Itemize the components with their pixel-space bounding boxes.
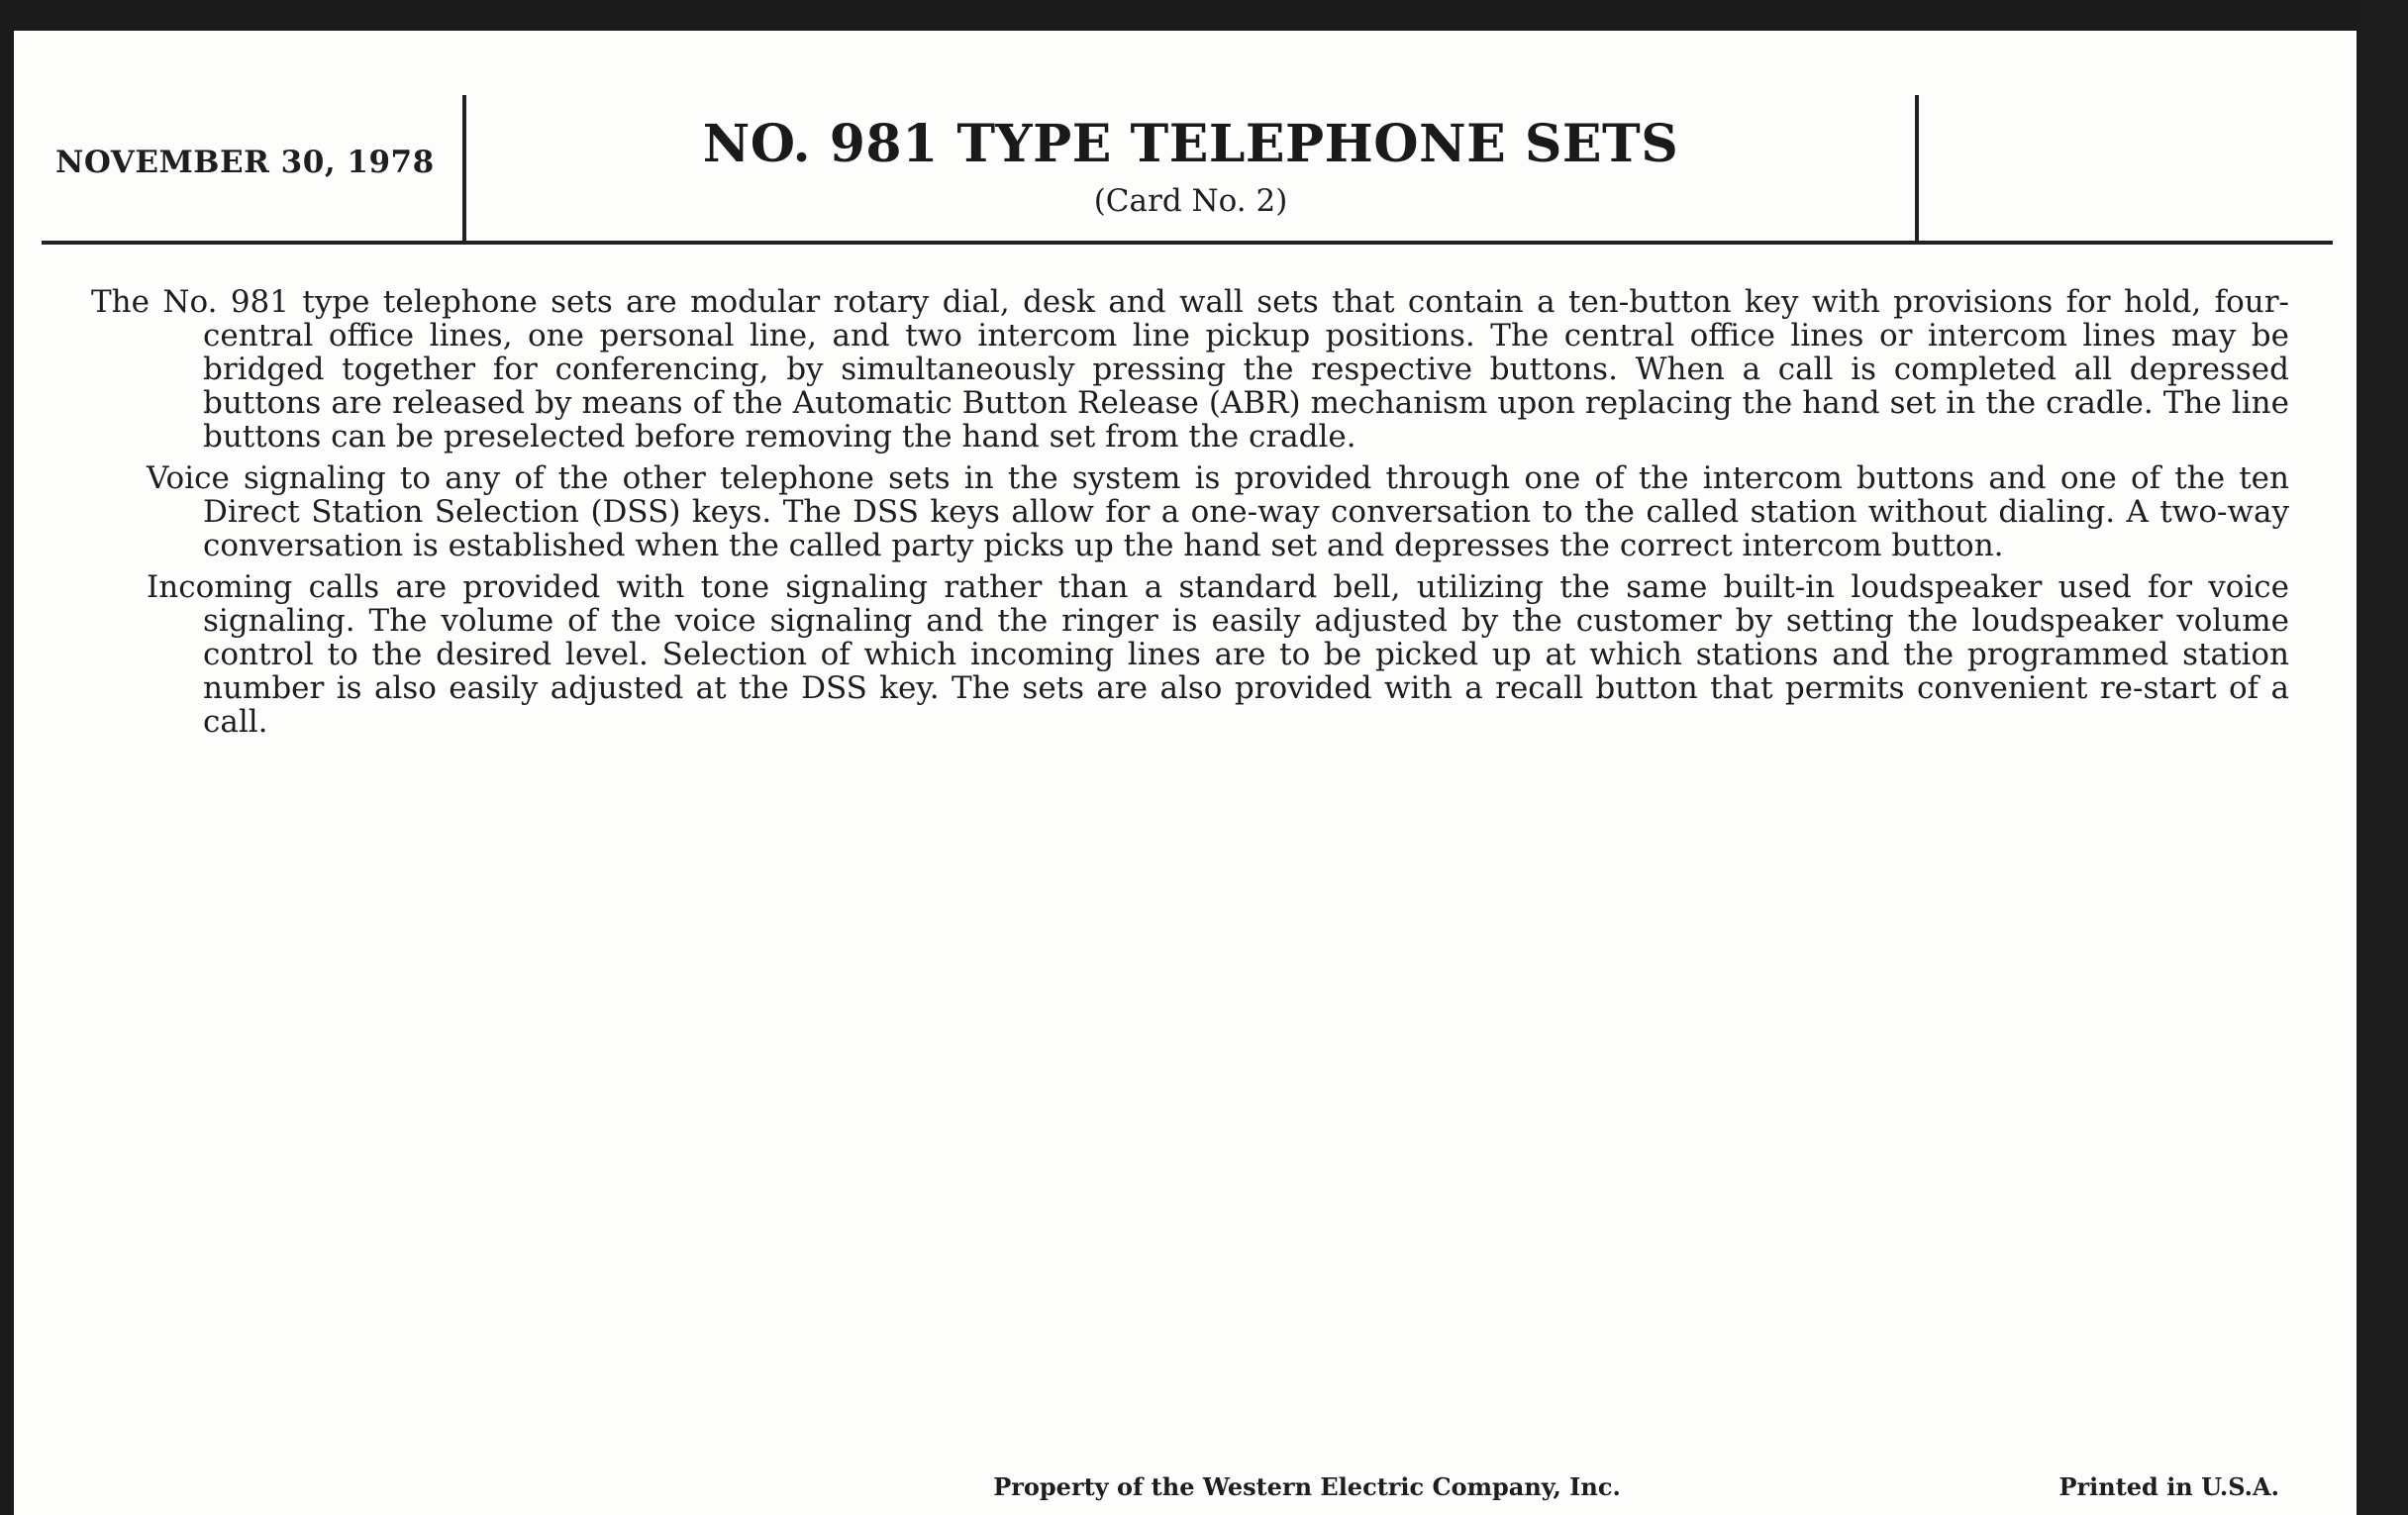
body-text (91, 285, 2289, 747)
page-subtitle: (Card No. 2) (1093, 183, 1288, 219)
footer-property: Property of the Western Electric Company, Inc. (993, 1472, 1621, 1501)
header-rule (42, 241, 2333, 245)
header-date: NOVEMBER 30, 1978 (55, 145, 435, 180)
scan-edge (2357, 0, 2408, 1515)
footer-printed: Printed in U.S.A. (2058, 1472, 2279, 1501)
paragraph-voice-signaling: Voice signaling to any of the other telephone sets in the system is provided through one of the intercom buttons and one of the ten Direct Station Selection (DSS) keys. The DSS keys allow for a one-way conversation to the called station without dialing. A two-way conversation is established when the called party picks up the hand set and depresses the correct intercom button. (147, 460, 2289, 563)
page-title: NO. 981 TYPE TELEPHONE SETS (702, 114, 1679, 174)
document-card (14, 31, 2357, 1515)
paragraph-incoming-calls: Incoming calls are provided with tone signaling rather than a standard bell, utilizing the same built-in loudspeaker used for voice signaling. The volume of the voice signaling and the ringer is easily adjusted by the customer by setting the loudspeaker volume control to the desired level. Selection of which incoming lines are to be picked up at which stations and the programmed station number is also easily adjusted at the DSS key. The sets are also provided with a recall button that permits convenient re-start of a call. (147, 569, 2289, 740)
header-divider-right (1915, 95, 1919, 242)
paragraph-intro: The No. 981 type telephone sets are modular rotary dial, desk and wall sets that contain a ten-button key with provisions for hold, four-central office lines, one personal line, and two intercom line pickup positions. The central office lines or intercom lines may be bridged together for conferencing, by simultaneously pressing the respective buttons. When a call is completed all depressed buttons are released by means of the Automatic Button Release (ABR) mechanism upon replacing the hand set in the cradle. The line buttons can be preselected before removing the hand set from the cradle. (91, 284, 2289, 454)
